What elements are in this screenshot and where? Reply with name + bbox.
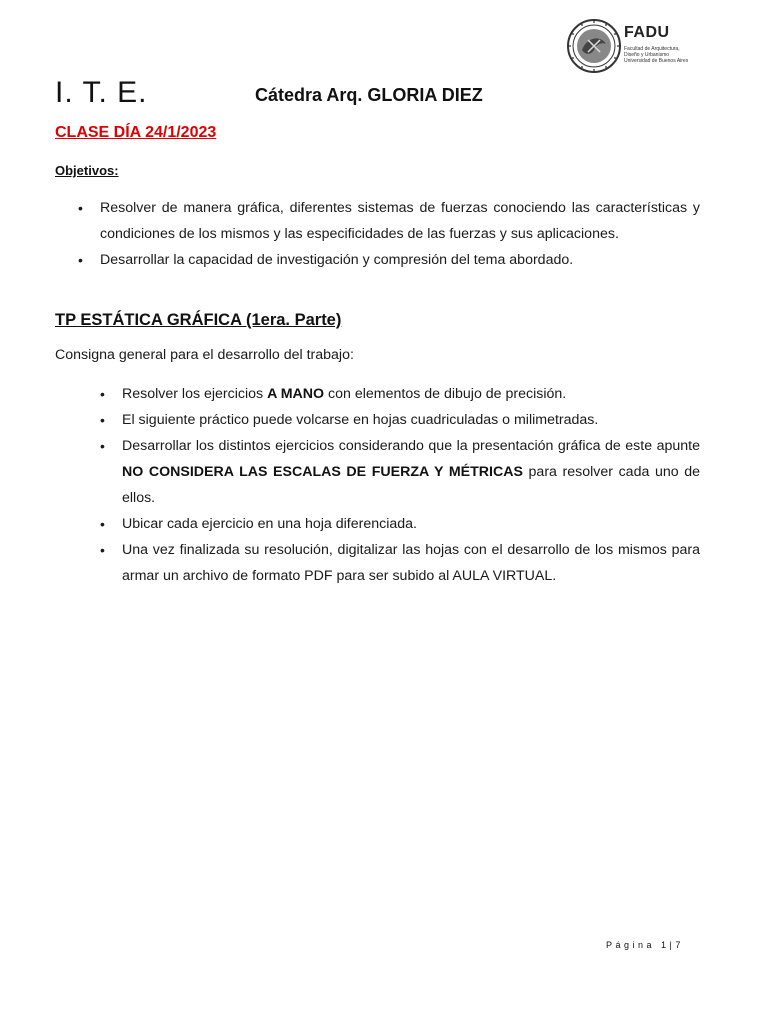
- objectives-list: [100, 195, 700, 273]
- item-emphasis: A MANO: [267, 386, 325, 402]
- logo-line: Diseño y Urbanismo: [624, 52, 670, 58]
- item-text: Ubicar cada ejercicio en una hoja diferenciada.: [122, 516, 417, 532]
- list-item: [122, 407, 700, 433]
- logo-subtitle: [624, 46, 704, 64]
- item-emphasis: NO CONSIDERA LAS ESCALAS DE FUERZA Y MÉTRICAS: [122, 464, 523, 480]
- section-intro: Consigna general para el desarrollo del trabajo:: [55, 347, 354, 363]
- page-number: Página 1|7: [606, 940, 684, 950]
- course-title: I. T. E.: [55, 76, 148, 109]
- logo-brand: FADU: [624, 24, 670, 41]
- objectives-heading: Objetivos:: [55, 163, 119, 178]
- item-text: con elementos de dibujo de precisión.: [324, 386, 567, 402]
- item-text: Desarrollar los distintos ejercicios considerando que la presentación gráfica de este apunte: [122, 438, 700, 454]
- university-seal-icon: [566, 18, 622, 74]
- instructions-list: [122, 381, 700, 589]
- class-date-heading: CLASE DÍA 24/1/2023: [55, 124, 217, 141]
- section-title: TP ESTÁTICA GRÁFICA (1era. Parte): [55, 311, 342, 329]
- fadu-logo: [566, 18, 700, 74]
- list-item: • Resolver de manera gráfica, diferentes sistemas de fuerzas conociendo las características y condiciones de los mismos y las especificidades de las fuerzas y sus aplicaciones.: [100, 195, 700, 247]
- list-item: [122, 537, 700, 589]
- item-text: para resolver cada uno de ellos.: [122, 464, 700, 506]
- item-text: El siguiente práctico puede volcarse en hojas cuadriculadas o milimetradas.: [122, 412, 599, 428]
- item-text: Resolver los ejercicios: [122, 386, 268, 402]
- logo-line: Facultad de Arquitectura,: [624, 46, 680, 52]
- list-item: [122, 381, 700, 407]
- list-item: • Desarrollar la capacidad de investigación y compresión del tema abordado.: [100, 247, 700, 273]
- list-item: [122, 433, 700, 511]
- logo-line: Universidad de Buenos Aires: [624, 58, 689, 64]
- list-item: [122, 511, 700, 537]
- catedra-title: Cátedra Arq. GLORIA DIEZ: [255, 85, 483, 105]
- header: [55, 76, 705, 116]
- item-text: Una vez finalizada su resolución, digitalizar las hojas con el desarrollo de los mismos para armar un archivo de formato PDF para ser subido al AULA VIRTUAL.: [122, 542, 700, 584]
